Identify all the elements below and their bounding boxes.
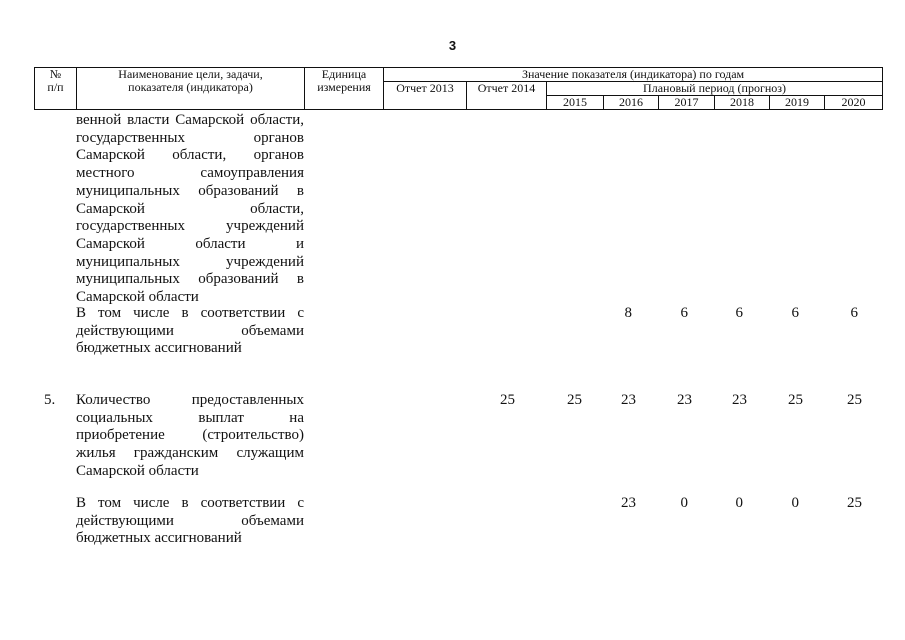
row-text: венной власти Самарской области, государственных органов Самарской области, органов местного самоуправления муниципальных образований в Самарской области, государственных учреждений Самарской области и муниципальных учреждений муниципальных образований в Самарской области [76,112,304,306]
header-col-number [35,68,77,110]
indicator-table-header [34,67,883,110]
cell-2018: 25 [788,392,803,408]
header-year: 2016 [604,96,659,110]
cell-2019: 0 [791,495,799,511]
header-year: 2019 [770,96,825,110]
cell-2014: 25 [567,392,582,408]
cell-2015: 23 [621,392,636,408]
header-col-number-sub: п/п [47,80,64,94]
header-year: 2020 [825,96,883,110]
cell-2017: 23 [732,392,747,408]
cell-2019: 6 [791,305,799,321]
cell-2017: 0 [680,495,688,511]
row-text: В том числе в соответствии с действующими объемами бюджетных ассигнований [76,305,304,357]
header-col-name-line1: Наименование цели, задачи, [118,67,263,81]
header-report-2013: Отчет 2013 [384,82,467,110]
header-col-number-label: № [49,67,62,81]
cell-2016: 23 [621,495,636,511]
cell-2018: 6 [735,305,743,321]
header-col-name-line2: показателя (индикатора) [128,80,253,94]
row-text: Количество предоставленных социальных выплат на приобретение (строительство) жилья гражданским служащим Самарской области [76,392,304,479]
cell-2016: 23 [677,392,692,408]
header-col-unit-line1: Единица [321,67,367,81]
header-plan-title: Плановый период (прогноз) [547,82,883,96]
header-year: 2015 [547,96,604,110]
header-col-unit-line2: измерения [317,80,371,94]
cell-2016: 8 [624,305,632,321]
header-report-2014: Отчет 2014 [467,82,547,110]
row-text: В том числе в соответствии с действующими объемами бюджетных ассигнований [76,495,304,547]
cell-2017: 6 [680,305,688,321]
header-values-title: Значение показателя (индикатора) по годам [384,68,883,82]
cell-2013: 25 [500,392,515,408]
header-year: 2018 [715,96,770,110]
header-year: 2017 [659,96,715,110]
cell-2020: 6 [850,305,858,321]
header-col-name [77,68,305,110]
row-number: 5. [44,392,56,408]
header-col-unit [305,68,384,110]
page-number: 3 [448,38,457,53]
cell-2019: 25 [847,392,862,408]
cell-2020: 25 [847,495,862,511]
cell-2018: 0 [735,495,743,511]
